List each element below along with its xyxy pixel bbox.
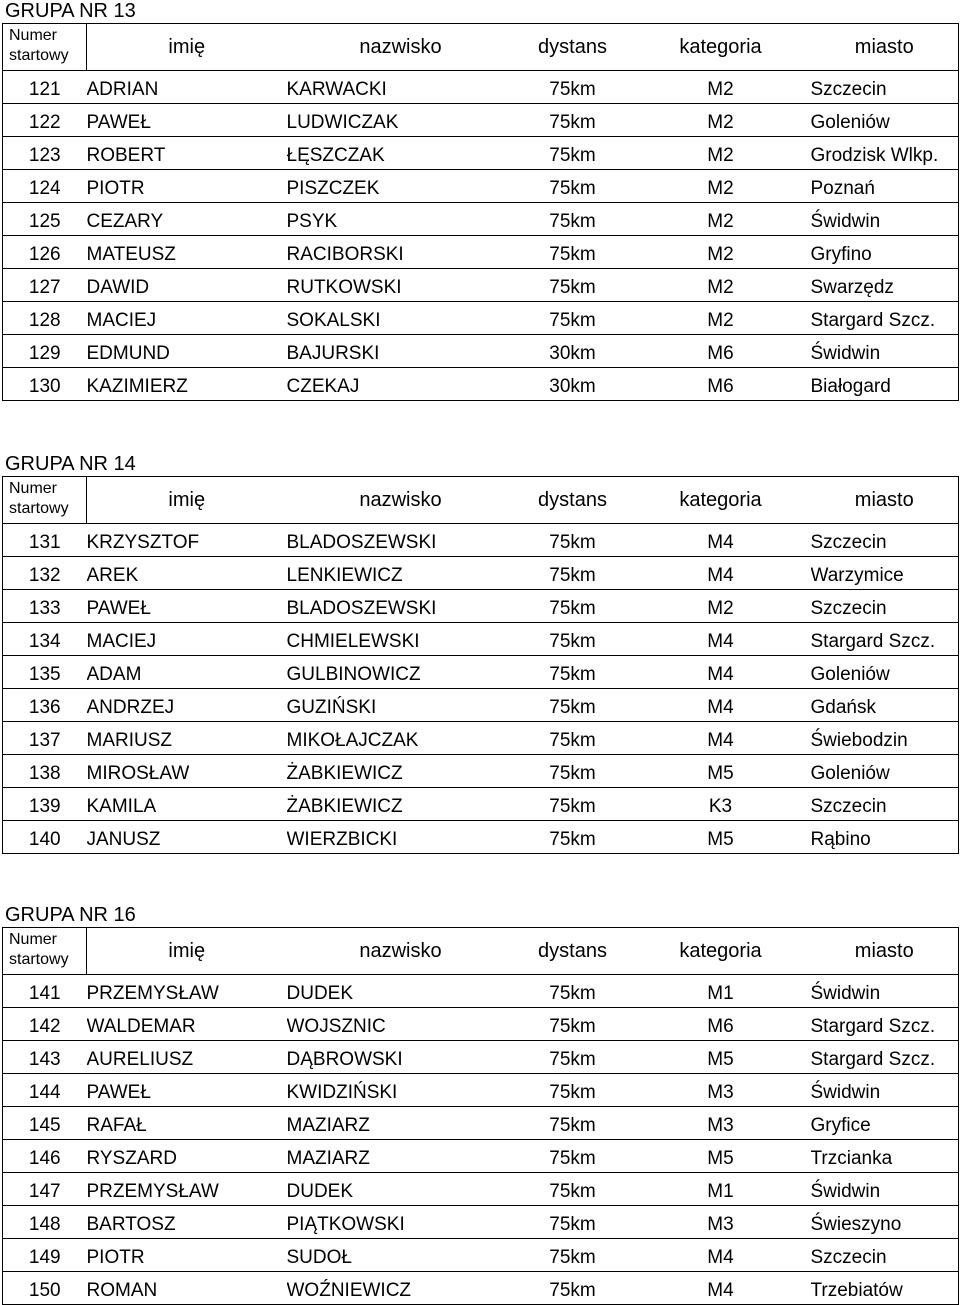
last-name-cell: GULBINOWICZ	[287, 656, 515, 689]
category-cell: M2	[631, 203, 811, 236]
category-cell: M6	[631, 335, 811, 368]
city-cell: Stargard Szcz.	[811, 1041, 959, 1074]
last-name-cell: WOJSZNIC	[287, 1008, 515, 1041]
table-row	[3, 302, 959, 335]
distance-cell: 75km	[515, 821, 631, 854]
header-distance: dystans	[515, 24, 631, 71]
category-cell: M5	[631, 821, 811, 854]
start-number-cell: 141	[3, 975, 87, 1008]
last-name-cell: BLADOSZEWSKI	[287, 524, 515, 557]
category-cell: M2	[631, 104, 811, 137]
distance-cell: 75km	[515, 137, 631, 170]
distance-cell: 75km	[515, 1272, 631, 1305]
category-cell: M1	[631, 975, 811, 1008]
start-number-cell: 129	[3, 335, 87, 368]
distance-cell: 75km	[515, 689, 631, 722]
last-name-cell: BAJURSKI	[287, 335, 515, 368]
last-name-cell: SUDOŁ	[287, 1239, 515, 1272]
city-cell: Szczecin	[811, 1239, 959, 1272]
distance-cell: 75km	[515, 269, 631, 302]
category-cell: M4	[631, 656, 811, 689]
first-name-cell: ROMAN	[87, 1272, 287, 1305]
first-name-cell: RAFAŁ	[87, 1107, 287, 1140]
category-cell: M4	[631, 1272, 811, 1305]
table-row	[3, 1173, 959, 1206]
city-cell: Grodzisk Wlkp.	[811, 137, 959, 170]
distance-cell: 75km	[515, 1008, 631, 1041]
city-cell: Goleniów	[811, 755, 959, 788]
header-last-name: nazwisko	[287, 24, 515, 71]
table-row	[3, 975, 959, 1008]
table-row	[3, 1107, 959, 1140]
table-row	[3, 236, 959, 269]
distance-cell: 75km	[515, 755, 631, 788]
distance-cell: 30km	[515, 335, 631, 368]
roster-table	[2, 23, 959, 401]
distance-cell: 75km	[515, 557, 631, 590]
distance-cell: 75km	[515, 104, 631, 137]
first-name-cell: PIOTR	[87, 1239, 287, 1272]
header-row	[3, 477, 959, 524]
distance-cell: 75km	[515, 302, 631, 335]
header-first-name: imię	[87, 928, 287, 975]
category-cell: M3	[631, 1107, 811, 1140]
city-cell: Szczecin	[811, 788, 959, 821]
last-name-cell: DUDEK	[287, 975, 515, 1008]
start-number-cell: 147	[3, 1173, 87, 1206]
category-cell: M2	[631, 236, 811, 269]
last-name-cell: LENKIEWICZ	[287, 557, 515, 590]
distance-cell: 75km	[515, 71, 631, 104]
category-cell: M1	[631, 1173, 811, 1206]
start-number-cell: 139	[3, 788, 87, 821]
city-cell: Trzcianka	[811, 1140, 959, 1173]
first-name-cell: PRZEMYSŁAW	[87, 1173, 287, 1206]
category-cell: M6	[631, 1008, 811, 1041]
table-row	[3, 1074, 959, 1107]
first-name-cell: CEZARY	[87, 203, 287, 236]
table-row	[3, 170, 959, 203]
category-cell: K3	[631, 788, 811, 821]
table-row	[3, 590, 959, 623]
distance-cell: 75km	[515, 1140, 631, 1173]
first-name-cell: MIROSŁAW	[87, 755, 287, 788]
header-first-name: imię	[87, 24, 287, 71]
category-cell: M2	[631, 302, 811, 335]
city-cell: Warzymice	[811, 557, 959, 590]
first-name-cell: MACIEJ	[87, 302, 287, 335]
header-city: miasto	[811, 477, 959, 524]
distance-cell: 75km	[515, 722, 631, 755]
distance-cell: 75km	[515, 623, 631, 656]
start-number-cell: 137	[3, 722, 87, 755]
table-row	[3, 71, 959, 104]
table-row	[3, 821, 959, 854]
start-number-cell: 145	[3, 1107, 87, 1140]
last-name-cell: ŻABKIEWICZ	[287, 788, 515, 821]
last-name-cell: MIKOŁAJCZAK	[287, 722, 515, 755]
header-number-startowy: Numer startowy	[3, 928, 87, 975]
city-cell: Stargard Szcz.	[811, 623, 959, 656]
first-name-cell: KRZYSZTOF	[87, 524, 287, 557]
distance-cell: 75km	[515, 975, 631, 1008]
group-title: GRUPA NR 14	[5, 453, 136, 475]
last-name-cell: RUTKOWSKI	[287, 269, 515, 302]
distance-cell: 75km	[515, 170, 631, 203]
table-row	[3, 368, 959, 401]
start-number-cell: 143	[3, 1041, 87, 1074]
city-cell: Goleniów	[811, 656, 959, 689]
first-name-cell: AURELIUSZ	[87, 1041, 287, 1074]
last-name-cell: KARWACKI	[287, 71, 515, 104]
category-cell: M4	[631, 557, 811, 590]
last-name-cell: RACIBORSKI	[287, 236, 515, 269]
first-name-cell: PAWEŁ	[87, 590, 287, 623]
city-cell: Szczecin	[811, 524, 959, 557]
last-name-cell: PIĄTKOWSKI	[287, 1206, 515, 1239]
distance-cell: 75km	[515, 656, 631, 689]
category-cell: M4	[631, 623, 811, 656]
last-name-cell: DUDEK	[287, 1173, 515, 1206]
first-name-cell: WALDEMAR	[87, 1008, 287, 1041]
city-cell: Szczecin	[811, 590, 959, 623]
category-cell: M5	[631, 1140, 811, 1173]
first-name-cell: DAWID	[87, 269, 287, 302]
start-number-cell: 138	[3, 755, 87, 788]
header-category: kategoria	[631, 928, 811, 975]
start-number-cell: 133	[3, 590, 87, 623]
table-row	[3, 557, 959, 590]
start-number-cell: 148	[3, 1206, 87, 1239]
distance-cell: 75km	[515, 524, 631, 557]
start-number-cell: 128	[3, 302, 87, 335]
category-cell: M5	[631, 755, 811, 788]
start-number-cell: 135	[3, 656, 87, 689]
city-cell: Trzebiatów	[811, 1272, 959, 1305]
start-number-cell: 150	[3, 1272, 87, 1305]
first-name-cell: PRZEMYSŁAW	[87, 975, 287, 1008]
last-name-cell: ŻABKIEWICZ	[287, 755, 515, 788]
header-distance: dystans	[515, 928, 631, 975]
city-cell: Gryfice	[811, 1107, 959, 1140]
first-name-cell: KAZIMIERZ	[87, 368, 287, 401]
header-category: kategoria	[631, 24, 811, 71]
table-row	[3, 104, 959, 137]
table-row	[3, 755, 959, 788]
category-cell: M2	[631, 71, 811, 104]
last-name-cell: LUDWICZAK	[287, 104, 515, 137]
header-row	[3, 24, 959, 71]
group-title: GRUPA NR 13	[5, 0, 136, 22]
first-name-cell: PAWEŁ	[87, 104, 287, 137]
first-name-cell: PIOTR	[87, 170, 287, 203]
category-cell: M4	[631, 524, 811, 557]
city-cell: Stargard Szcz.	[811, 302, 959, 335]
distance-cell: 75km	[515, 1206, 631, 1239]
last-name-cell: MAZIARZ	[287, 1140, 515, 1173]
table-row	[3, 137, 959, 170]
category-cell: M2	[631, 269, 811, 302]
last-name-cell: PSYK	[287, 203, 515, 236]
start-number-cell: 146	[3, 1140, 87, 1173]
city-cell: Poznań	[811, 170, 959, 203]
table-row	[3, 269, 959, 302]
start-number-cell: 134	[3, 623, 87, 656]
distance-cell: 75km	[515, 203, 631, 236]
last-name-cell: WOŹNIEWICZ	[287, 1272, 515, 1305]
first-name-cell: AREK	[87, 557, 287, 590]
category-cell: M3	[631, 1074, 811, 1107]
start-number-cell: 130	[3, 368, 87, 401]
distance-cell: 75km	[515, 1239, 631, 1272]
header-last-name: nazwisko	[287, 477, 515, 524]
first-name-cell: PAWEŁ	[87, 1074, 287, 1107]
distance-cell: 75km	[515, 1041, 631, 1074]
category-cell: M2	[631, 590, 811, 623]
table-row	[3, 722, 959, 755]
last-name-cell: SOKALSKI	[287, 302, 515, 335]
last-name-cell: BLADOSZEWSKI	[287, 590, 515, 623]
table-row	[3, 335, 959, 368]
city-cell: Świdwin	[811, 1173, 959, 1206]
distance-cell: 75km	[515, 236, 631, 269]
city-cell: Świdwin	[811, 335, 959, 368]
category-cell: M4	[631, 1239, 811, 1272]
first-name-cell: RYSZARD	[87, 1140, 287, 1173]
category-cell: M4	[631, 722, 811, 755]
table-row	[3, 1140, 959, 1173]
last-name-cell: CHMIELEWSKI	[287, 623, 515, 656]
last-name-cell: GUZIŃSKI	[287, 689, 515, 722]
start-number-cell: 149	[3, 1239, 87, 1272]
group-title: GRUPA NR 16	[5, 904, 136, 926]
table-row	[3, 1041, 959, 1074]
header-distance: dystans	[515, 477, 631, 524]
distance-cell: 30km	[515, 368, 631, 401]
start-number-cell: 140	[3, 821, 87, 854]
first-name-cell: ADAM	[87, 656, 287, 689]
start-number-cell: 136	[3, 689, 87, 722]
city-cell: Szczecin	[811, 71, 959, 104]
first-name-cell: JANUSZ	[87, 821, 287, 854]
table-row	[3, 788, 959, 821]
table-row	[3, 1239, 959, 1272]
distance-cell: 75km	[515, 1173, 631, 1206]
last-name-cell: ŁĘSZCZAK	[287, 137, 515, 170]
city-cell: Gryfino	[811, 236, 959, 269]
city-cell: Świdwin	[811, 203, 959, 236]
start-number-cell: 125	[3, 203, 87, 236]
start-number-cell: 144	[3, 1074, 87, 1107]
category-cell: M3	[631, 1206, 811, 1239]
start-number-cell: 122	[3, 104, 87, 137]
start-number-cell: 123	[3, 137, 87, 170]
header-city: miasto	[811, 24, 959, 71]
table-row	[3, 1272, 959, 1305]
header-number-startowy: Numer startowy	[3, 477, 87, 524]
roster-table	[2, 476, 959, 854]
table-row	[3, 623, 959, 656]
city-cell: Swarzędz	[811, 269, 959, 302]
header-city: miasto	[811, 928, 959, 975]
city-cell: Świeszyno	[811, 1206, 959, 1239]
roster-table	[2, 927, 959, 1305]
distance-cell: 75km	[515, 590, 631, 623]
distance-cell: 75km	[515, 788, 631, 821]
first-name-cell: MACIEJ	[87, 623, 287, 656]
start-number-cell: 132	[3, 557, 87, 590]
first-name-cell: BARTOSZ	[87, 1206, 287, 1239]
table-row	[3, 524, 959, 557]
last-name-cell: KWIDZIŃSKI	[287, 1074, 515, 1107]
city-cell: Goleniów	[811, 104, 959, 137]
city-cell: Świebodzin	[811, 722, 959, 755]
category-cell: M2	[631, 137, 811, 170]
first-name-cell: MATEUSZ	[87, 236, 287, 269]
first-name-cell: ANDRZEJ	[87, 689, 287, 722]
first-name-cell: ADRIAN	[87, 71, 287, 104]
header-number-startowy: Numer startowy	[3, 24, 87, 71]
header-first-name: imię	[87, 477, 287, 524]
category-cell: M5	[631, 1041, 811, 1074]
category-cell: M2	[631, 170, 811, 203]
first-name-cell: MARIUSZ	[87, 722, 287, 755]
header-row	[3, 928, 959, 975]
header-last-name: nazwisko	[287, 928, 515, 975]
start-number-cell: 142	[3, 1008, 87, 1041]
first-name-cell: KAMILA	[87, 788, 287, 821]
category-cell: M4	[631, 689, 811, 722]
first-name-cell: ROBERT	[87, 137, 287, 170]
last-name-cell: DĄBROWSKI	[287, 1041, 515, 1074]
city-cell: Świdwin	[811, 975, 959, 1008]
start-number-cell: 131	[3, 524, 87, 557]
table-row	[3, 689, 959, 722]
city-cell: Stargard Szcz.	[811, 1008, 959, 1041]
last-name-cell: CZEKAJ	[287, 368, 515, 401]
city-cell: Świdwin	[811, 1074, 959, 1107]
start-number-cell: 126	[3, 236, 87, 269]
first-name-cell: EDMUND	[87, 335, 287, 368]
table-row	[3, 203, 959, 236]
table-row	[3, 1008, 959, 1041]
city-cell: Gdańsk	[811, 689, 959, 722]
distance-cell: 75km	[515, 1107, 631, 1140]
last-name-cell: WIERZBICKI	[287, 821, 515, 854]
city-cell: Białogard	[811, 368, 959, 401]
table-row	[3, 656, 959, 689]
last-name-cell: MAZIARZ	[287, 1107, 515, 1140]
distance-cell: 75km	[515, 1074, 631, 1107]
start-number-cell: 124	[3, 170, 87, 203]
start-number-cell: 127	[3, 269, 87, 302]
last-name-cell: PISZCZEK	[287, 170, 515, 203]
city-cell: Rąbino	[811, 821, 959, 854]
category-cell: M6	[631, 368, 811, 401]
table-row	[3, 1206, 959, 1239]
start-number-cell: 121	[3, 71, 87, 104]
header-category: kategoria	[631, 477, 811, 524]
